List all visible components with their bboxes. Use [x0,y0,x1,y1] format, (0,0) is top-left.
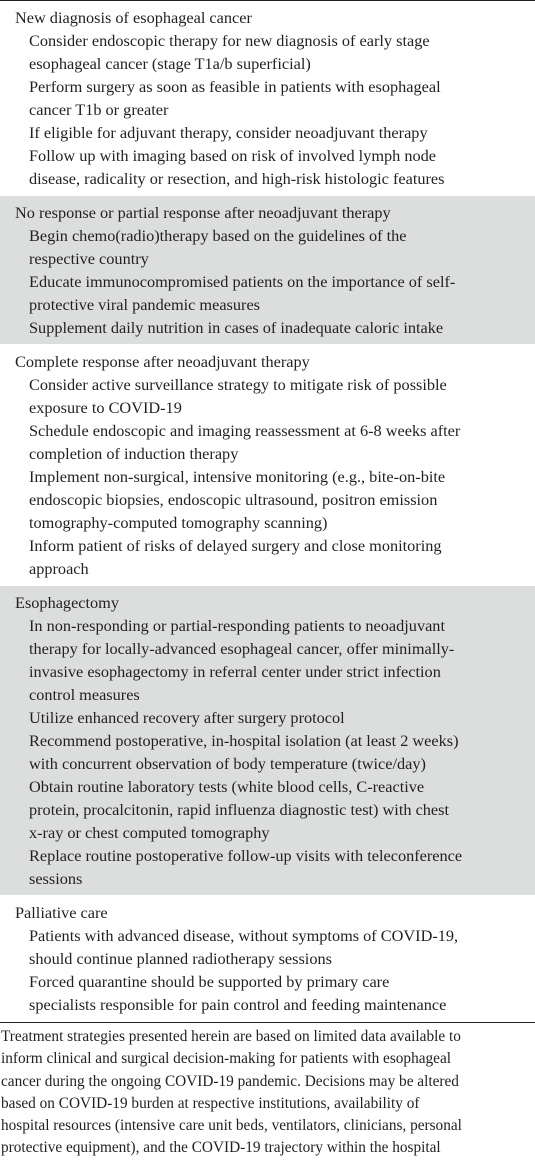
table-footnote [0,1022,535,1160]
recommendation-item [29,775,529,844]
recommendation-text-line: Inform patient of risks of delayed surgery and close monitoring [29,536,442,555]
recommendation-text-line: endoscopic biopsies, endoscopic ultrasound, positron emission [29,490,438,509]
recommendation-text-line: Perform surgery as soon as feasible in patients with esophageal [29,77,441,96]
section-title: Complete response after neoadjuvant therapy [15,352,310,371]
section-title: New diagnosis of esophageal cancer [15,8,252,27]
recommendation-text-line: exposure to COVID-19 [29,398,182,417]
recommendation-text-line: In non-responding or partial-responding patients to neoadjuvant [29,616,445,635]
recommendation-text-line: with concurrent observation of body temperature (twice/day) [29,754,426,773]
recommendation-text-line: tomography-computed tomography scanning) [29,513,328,532]
recommendation-text-line: sessions [29,869,83,888]
recommendation-text-line: Implement non-surgical, intensive monitoring (e.g., bite-on-bite [29,467,446,486]
recommendation-text-line: Supplement daily nutrition in cases of inadequate caloric intake [29,318,444,337]
table-section [0,196,535,345]
recommendation-text-line: Begin chemo(radio)therapy based on the guidelines of the [29,226,407,245]
section-title: No response or partial response after neoadjuvant therapy [15,203,391,222]
recommendation-text-line: Obtain routine laboratory tests (white blood cells, C-reactive [29,777,425,796]
recommendation-text-line: respective country [29,249,149,268]
recommendation-item [29,729,529,775]
recommendation-item [29,270,529,316]
recommendation-item [29,224,529,270]
recommendation-item [29,29,529,75]
recommendation-text-line: Patients with advanced disease, without symptoms of COVID-19, [29,926,459,945]
recommendation-text-line: protein, procalcitonin, rapid influenza diagnostic test) with chest [29,800,450,819]
recommendation-text-line: Follow up with imaging based on risk of involved lymph node [29,146,436,165]
footnote-text-line: hospital resources (intensive care unit beds, ventilators, clinicians, personal [1,1117,462,1135]
footnote-text-line: inform clinical and surgical decision-making for patients with esophageal [1,1050,451,1068]
recommendation-item [29,844,529,890]
recommendation-text-line: x-ray or chest computed tomography [29,823,270,842]
recommendation-item [29,75,529,121]
table-section [0,345,535,586]
footnote-text-line: Treatment strategies presented herein are based on limited data available to [1,1028,461,1045]
recommendation-text-line: Replace routine postoperative follow-up visits with teleconference [29,846,463,865]
recommendation-item [29,419,529,465]
recommendation-text-line: esophageal cancer (stage T1a/b superficial) [29,54,311,73]
recommendation-item [29,706,529,729]
recommendation-text-line: Utilize enhanced recovery after surgery protocol [29,708,345,727]
recommendation-item [29,924,529,970]
recommendation-text-line: Consider active surveillance strategy to mitigate risk of possible [29,375,447,394]
recommendation-text-line: approach [29,559,89,578]
recommendation-text-line: Consider endoscopic therapy for new diagnosis of early stage [29,31,430,50]
recommendation-item [29,316,529,339]
table-section [0,1,535,196]
footnote-text-line: based on COVID-19 burden at respective institutions, availability of [1,1094,420,1112]
recommendation-item [29,614,529,706]
recommendation-item [29,465,529,534]
table-section [0,896,535,1022]
section-title: Esophagectomy [15,593,119,612]
recommendation-text-line: specialists responsible for pain control and feeding maintenance [29,995,447,1014]
recommendation-text-line: protective viral pandemic measures [29,295,261,314]
recommendation-text-line: If eligible for adjuvant therapy, consider neoadjuvant therapy [29,123,428,142]
recommendation-text-line: Schedule endoscopic and imaging reassessment at 6-8 weeks after [29,421,461,440]
recommendation-text-line: Educate immunocompromised patients on the importance of self- [29,272,456,291]
footnote-text-line: protective equipment), and the COVID-19 trajectory within the hospital [1,1139,441,1157]
section-title: Palliative care [15,903,108,922]
recommendation-text-line: should continue planned radiotherapy sessions [29,949,332,968]
recommendation-text-line: disease, radicality or resection, and high-risk histologic features [29,169,445,188]
recommendation-item [29,970,529,1016]
recommendation-text-line: cancer T1b or greater [29,100,169,119]
recommendation-text-line: invasive esophagectomy in referral center under strict infection [29,662,441,681]
footnote-text-line: cancer during the ongoing COVID-19 pandemic. Decisions may be altered [1,1072,459,1090]
recommendation-text-line: therapy for locally-advanced esophageal cancer, offer minimally- [29,639,455,658]
table-section [0,586,535,896]
recommendation-text-line: control measures [29,685,140,704]
recommendation-item [29,121,529,144]
recommendation-item [29,144,529,190]
recommendation-item [29,373,529,419]
recommendation-text-line: completion of induction therapy [29,444,239,463]
recommendation-item [29,534,529,580]
recommendation-text-line: Recommend postoperative, in-hospital isolation (at least 2 weeks) [29,731,459,750]
recommendation-text-line: Forced quarantine should be supported by primary care [29,972,390,991]
